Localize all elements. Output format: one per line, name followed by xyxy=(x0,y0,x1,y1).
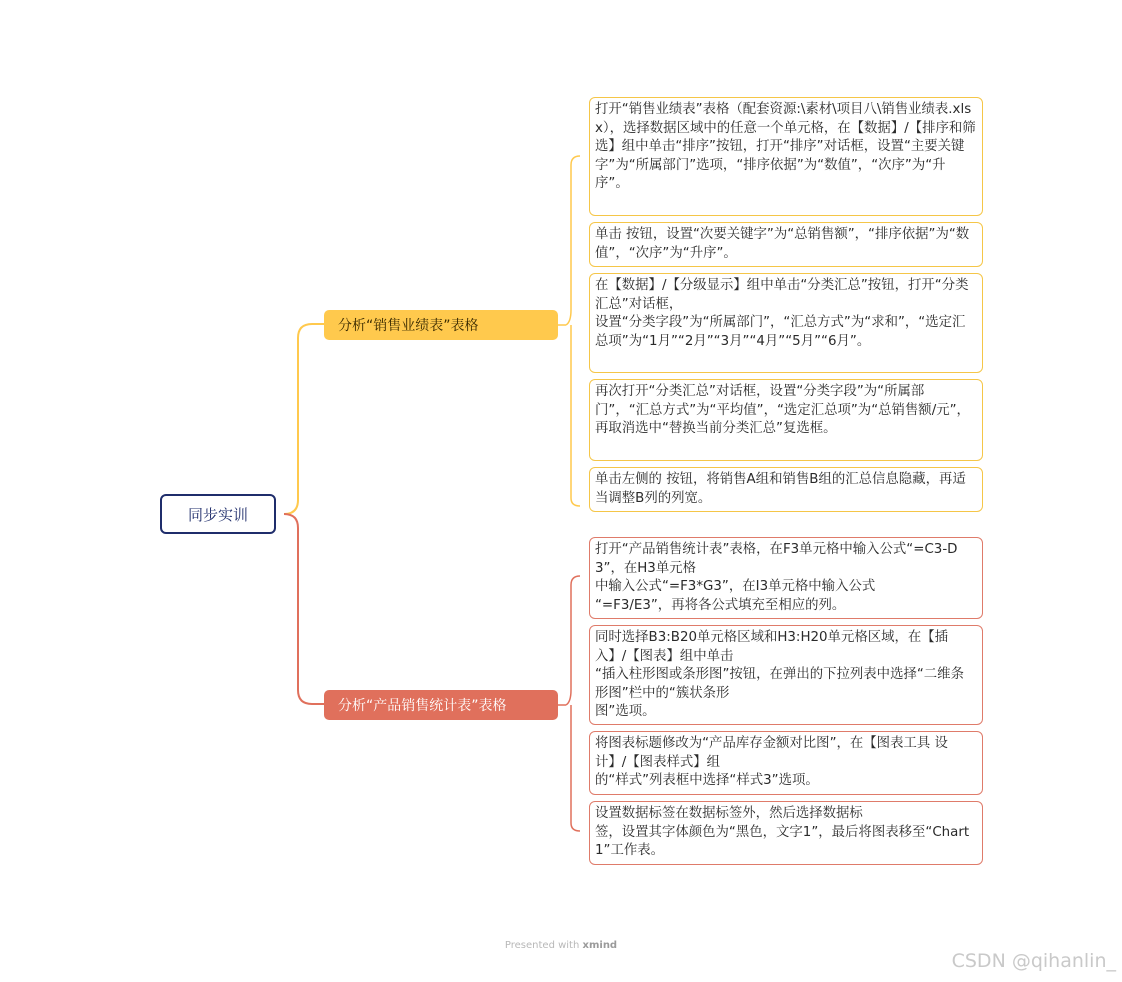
product-step-2[interactable]: 同时选择B3:B20单元格区域和H3:H20单元格区域，在【插入】/【图表】组中单击 “插入柱形图或条形图”按钮，在弹出的下拉列表中选择“二维条形图”栏中的“簇状条形 图”选项。 xyxy=(589,625,983,725)
sales-step-4[interactable]: 再次打开“分类汇总”对话框，设置“分类字段”为“所属部门”，“汇总方式”为“平均值”，“选定汇总项”为“总销售额/元”，再取消选中“替换当前分类汇总”复选框。 xyxy=(589,379,983,461)
product-step-1[interactable]: 打开“产品销售统计表”表格，在F3单元格中输入公式“=C3-D3”，在H3单元格 中输入公式“=F3*G3”，在I3单元格中输入公式 “=F3/E3”，再将各公式填充至相应的列。 xyxy=(589,537,983,619)
bracket-sales xyxy=(558,156,580,506)
xmind-brand: xmind xyxy=(582,940,618,951)
csdn-watermark: CSDN @qihanlin_ xyxy=(951,950,1116,972)
sales-step-3[interactable]: 在【数据】/【分级显示】组中单击“分类汇总”按钮，打开“分类汇总”对话框， 设置“分类字段”为“所属部门”，“汇总方式”为“求和”，“选定汇总项”为“1月”“2月”“3月”“4月”“5月”“6月”。 xyxy=(589,273,983,373)
footer-text: Presented with xyxy=(504,940,580,951)
branch-sales-analysis[interactable]: 分析“销售业绩表”表格 xyxy=(324,310,558,340)
connector-root-sales xyxy=(284,324,324,514)
product-step-4[interactable]: 设置数据标签在数据标签外，然后选择数据标 签，设置其字体颜色为“黑色，文字1”，最后将图表移至“Chart1”工作表。 xyxy=(589,801,983,865)
product-step-3[interactable]: 将图表标题修改为“产品库存金额对比图”，在【图表工具 设计】/【图表样式】组 的“样式”列表框中选择“样式3”选项。 xyxy=(589,731,983,795)
connector-root-product xyxy=(284,514,324,704)
branch-product-analysis[interactable]: 分析“产品销售统计表”表格 xyxy=(324,690,558,720)
sales-step-2[interactable]: 单击 按钮，设置“次要关键字”为“总销售额”，“排序依据”为“数值”，“次序”为“升序”。 xyxy=(589,222,983,267)
bracket-product xyxy=(558,576,580,831)
sales-step-5[interactable]: 单击左侧的 按钮，将销售A组和销售B组的汇总信息隐藏，再适当调整B列的列宽。 xyxy=(589,467,983,512)
root-topic[interactable]: 同步实训 xyxy=(160,494,276,534)
sales-step-1[interactable]: 打开“销售业绩表”表格（配套资源:\素材\项目八\销售业绩表.xlsx），选择数据区域中的任意一个单元格，在【数据】/【排序和筛选】组中单击“排序”按钮，打开“排序”对话框，设置“主要关键字”为“所属部门”选项，“排序依据”为“数值”，“次序”为“升序”。 xyxy=(589,97,983,216)
